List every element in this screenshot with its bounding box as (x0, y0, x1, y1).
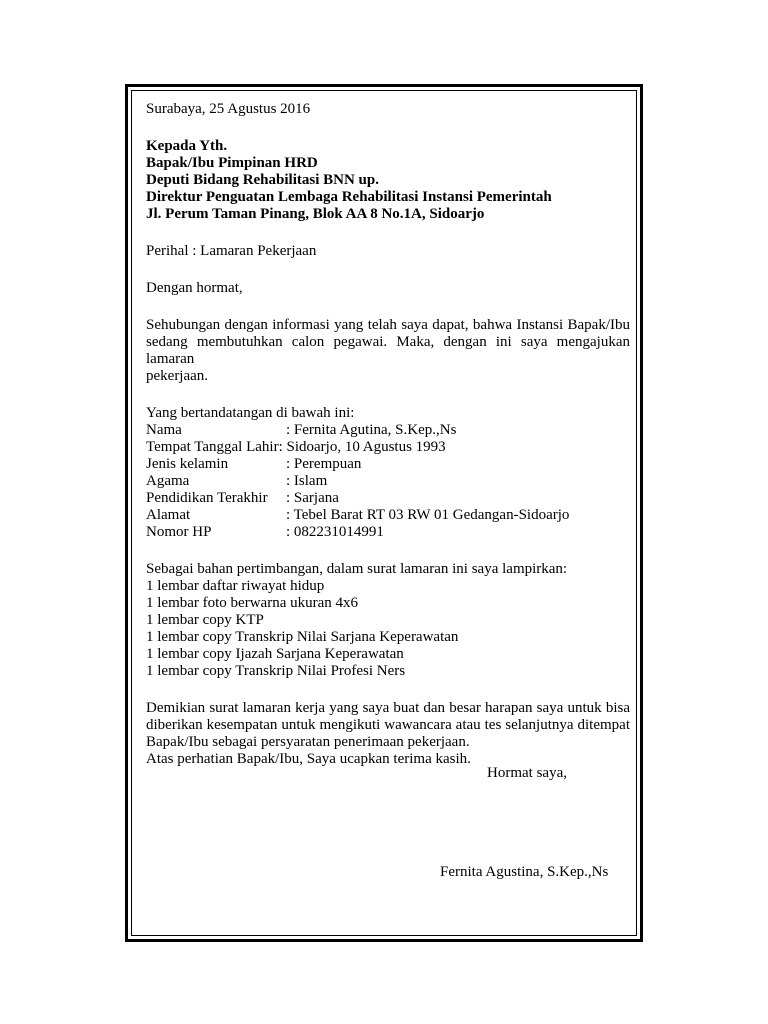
recipient-line: Bapak/Ibu Pimpinan HRD (146, 155, 318, 171)
salutation: Dengan hormat, (146, 280, 243, 296)
list-item: 1 lembar daftar riwayat hidup (146, 578, 325, 594)
detail-row (146, 422, 630, 439)
detail-label: Jenis kelamin (146, 456, 229, 472)
recipient-line: Kepada Yth. (146, 138, 228, 154)
list-item: 1 lembar copy KTP (146, 612, 264, 628)
detail-label: Nomor HP (146, 524, 212, 540)
paragraph-line: Sehubungan dengan informasi yang telah saya dapat, bahwa Instansi Bapak/Ibu (146, 317, 630, 333)
closing-phrase: Hormat saya, (487, 765, 567, 781)
detail-value: : Islam (286, 473, 328, 489)
signer-name: Fernita Agustina, S.Kep.,Ns (440, 864, 609, 880)
list-item: 1 lembar copy Transkrip Nilai Profesi Ners (146, 663, 406, 679)
detail-row (146, 490, 630, 507)
detail-label: Agama (146, 473, 190, 489)
paragraph-line: sedang membutuhkan calon pegawai. Maka, dengan ini saya mengajukan lamaran (146, 334, 630, 367)
list-item: 1 lembar foto berwarna ukuran 4x6 (146, 595, 359, 611)
detail-value: : Sarjana (286, 490, 339, 506)
recipient-line: Deputi Bidang Rehabilitasi BNN up. (146, 172, 379, 188)
personal-details (146, 422, 630, 541)
list-item: 1 lembar copy Transkrip Nilai Sarjana Keperawatan (146, 629, 459, 645)
undersigned-intro: Yang bertandatangan di bawah ini: (146, 405, 355, 421)
list-item: 1 lembar copy Ijazah Sarjana Keperawatan (146, 646, 404, 662)
detail-value: : Perempuan (286, 456, 362, 472)
detail-label: Alamat (146, 507, 191, 523)
detail-label: Nama (146, 422, 182, 438)
attachments-intro: Sebagai bahan pertimbangan, dalam surat lamaran ini saya lampirkan: (146, 561, 568, 577)
detail-label: Tempat Tanggal Lahir: (146, 439, 283, 455)
detail-value: : Fernita Agutina, S.Kep.,Ns (286, 422, 457, 438)
recipient-address: Jl. Perum Taman Pinang, Blok AA 8 No.1A, Sidoarjo (146, 206, 485, 222)
detail-label: Pendidikan Terakhir (146, 490, 268, 506)
attachments-list (146, 578, 630, 680)
detail-row (146, 456, 630, 473)
subject-line: Perihal : Lamaran Pekerjaan (146, 243, 317, 259)
detail-value: : 082231014991 (286, 524, 384, 540)
closing-paragraph (146, 700, 630, 768)
detail-value: : Tebel Barat RT 03 RW 01 Gedangan-Sidoarjo (286, 507, 570, 523)
recipient-line: Direktur Penguatan Lembaga Rehabilitasi Instansi Pemerintah (146, 189, 552, 205)
detail-row (146, 439, 630, 456)
recipient-block (146, 138, 630, 223)
paragraph-line: Demikian surat lamaran kerja yang saya buat dan besar harapan saya untuk bisa (146, 700, 630, 716)
letter-body (146, 101, 630, 768)
place-date: Surabaya, 25 Agustus 2016 (146, 101, 311, 117)
paragraph-line: pekerjaan. (146, 368, 209, 384)
detail-row (146, 473, 630, 490)
paragraph-line: Atas perhatian Bapak/Ibu, Saya ucapkan terima kasih. (146, 751, 471, 767)
detail-row (146, 524, 630, 541)
paragraph-line: diberikan kesempatan untuk mengikuti wawancara atau tes selanjutnya ditempat (146, 717, 630, 733)
paragraph-line: Bapak/Ibu sebagai persyaratan penerimaan pekerjaan. (146, 734, 470, 750)
detail-row (146, 507, 630, 524)
intro-paragraph (146, 317, 630, 385)
detail-value: Sidoarjo, 10 Agustus 1993 (282, 439, 446, 455)
